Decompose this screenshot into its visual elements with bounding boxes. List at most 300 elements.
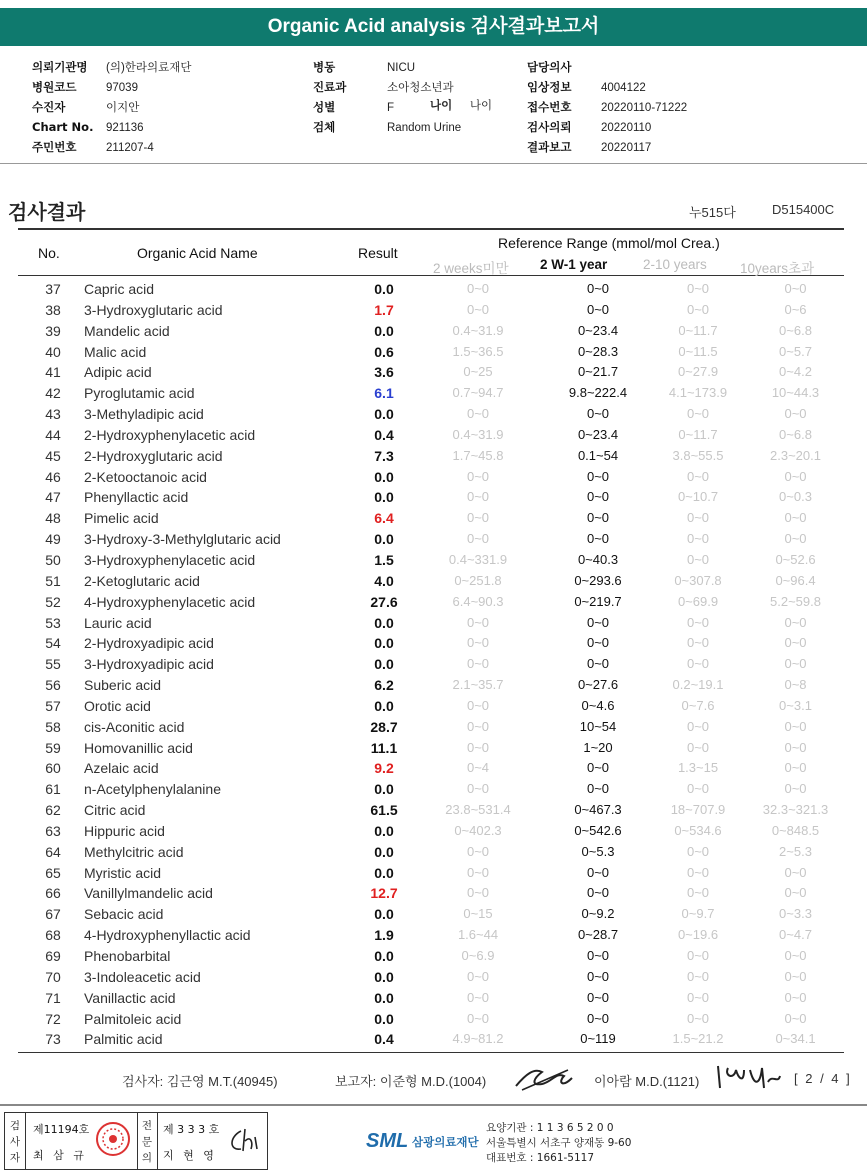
header-reference: Reference Range (mmol/mol Crea.) <box>498 235 720 251</box>
range-2w-1y: 0~0 <box>586 281 610 296</box>
examiner-signature: 검사자: 김근영 M.T.(40945) <box>122 1074 278 1089</box>
range-2w-1y: 0~0 <box>586 1010 610 1026</box>
range-under-2-weeks: 0~0 <box>466 968 490 984</box>
range-over-10y: 0~0 <box>784 885 807 901</box>
result-value: 0.0 <box>374 406 394 423</box>
info-value: 이지안 <box>106 102 140 114</box>
range-over-10y: 0~96.4 <box>775 572 816 588</box>
results-table-body <box>18 279 844 1050</box>
acid-name: n-Acetylphenylalanine <box>84 781 221 798</box>
range-2-10y: 0~0 <box>686 948 710 963</box>
table-bottom-rule <box>18 1052 844 1053</box>
range-under-2-weeks: 0~0 <box>466 468 490 484</box>
range-2-10y: 0~307.8 <box>674 572 722 588</box>
range-over-10y: 0~0 <box>784 531 807 547</box>
range-2-10y: 0~11.5 <box>678 343 718 359</box>
acid-name: Palmitoleic acid <box>84 1010 182 1027</box>
range-2w-1y: 0~23.4 <box>577 322 619 338</box>
row-number: 56 <box>45 677 61 694</box>
info-label: 진료과 <box>313 80 347 94</box>
result-value: 1.9 <box>374 927 394 944</box>
result-value: 1.5 <box>374 551 394 568</box>
row-number: 38 <box>45 301 61 318</box>
table-row <box>18 779 844 800</box>
range-under-2-weeks: 0~0 <box>466 635 490 651</box>
range-2-10y: 0~0 <box>686 968 710 984</box>
range-2-10y: 0~0 <box>686 510 710 526</box>
result-value: 7.3 <box>374 447 394 464</box>
row-number: 50 <box>45 551 61 568</box>
table-row <box>18 883 844 904</box>
reporter-signature-mark <box>512 1064 576 1094</box>
range-2w-1y: 0~0 <box>586 635 610 651</box>
header-range-1: 2 weeks미만 <box>433 261 509 276</box>
range-2-10y: 0~0 <box>686 885 710 901</box>
info-value: F <box>387 102 395 114</box>
info-column-1 <box>32 57 191 157</box>
result-value: 12.7 <box>370 885 398 902</box>
acid-name: 3-Indoleacetic acid <box>84 968 201 985</box>
table-row <box>18 675 844 696</box>
acid-name: Lauric acid <box>84 614 152 631</box>
range-under-2-weeks: 1.6~44 <box>457 927 499 943</box>
range-2w-1y: 0.1~54 <box>577 447 619 463</box>
sml-logo <box>366 1130 408 1153</box>
range-2w-1y: 0~293.6 <box>574 572 622 588</box>
acid-name: 3-Hydroxyglutaric acid <box>84 301 223 318</box>
row-number: 41 <box>45 364 61 381</box>
row-number: 58 <box>45 718 61 735</box>
row-number: 44 <box>45 426 61 443</box>
range-2-10y: 0~11.7 <box>678 426 718 442</box>
footer-phone: 대표번호 : 1661-5117 <box>486 1152 595 1164</box>
range-2-10y: 0~27.9 <box>677 364 719 380</box>
range-over-10y: 0~4.7 <box>779 927 812 943</box>
table-row <box>18 550 844 571</box>
vertical-label-char: 전 <box>141 1120 153 1132</box>
table-row <box>18 508 844 529</box>
range-2w-1y: 0~0 <box>586 406 610 422</box>
info-value: 소아청소년과 <box>387 82 454 94</box>
result-value: 6.2 <box>374 677 394 694</box>
result-value: 0.0 <box>374 322 394 339</box>
range-under-2-weeks: 1.7~45.8 <box>452 447 504 463</box>
result-value: 0.0 <box>374 635 394 652</box>
table-row <box>18 654 844 675</box>
info-row <box>32 137 191 157</box>
row-number: 53 <box>45 614 61 631</box>
result-value: 0.0 <box>374 614 394 631</box>
table-row <box>18 571 844 592</box>
range-under-2-weeks: 0~0 <box>466 489 490 505</box>
range-2-10y: 0~0 <box>686 843 710 859</box>
range-over-10y: 0~5.7 <box>779 343 812 359</box>
table-row <box>18 738 844 759</box>
info-row <box>32 77 191 97</box>
row-number: 73 <box>45 1031 61 1048</box>
table-row <box>18 758 844 779</box>
range-2-10y: 0~0 <box>686 468 710 484</box>
range-2w-1y: 0~0 <box>586 301 610 317</box>
range-under-2-weeks: 0~0 <box>466 843 490 859</box>
section-title: 검사결과 <box>8 200 86 224</box>
acid-name: Pyroglutamic acid <box>84 385 195 402</box>
range-over-10y: 2~5.3 <box>779 843 812 859</box>
range-over-10y: 0~3.1 <box>779 697 812 713</box>
acid-name: 2-Hydroxyadipic acid <box>84 635 214 652</box>
info-row <box>527 137 687 157</box>
table-row <box>18 800 844 821</box>
result-value: 0.0 <box>374 697 394 714</box>
range-over-10y: 0~34.1 <box>775 1031 816 1047</box>
row-number: 54 <box>45 635 61 652</box>
range-2w-1y: 0~28.3 <box>577 343 619 359</box>
signature-row <box>0 1068 867 1092</box>
range-2-10y: 0~11.7 <box>678 322 718 338</box>
range-over-10y: 5.2~59.8 <box>770 593 821 609</box>
table-row <box>18 529 844 550</box>
range-2-10y: 0~0 <box>686 301 710 317</box>
range-over-10y: 0~0 <box>784 781 807 797</box>
table-row <box>18 279 844 300</box>
row-number: 66 <box>45 885 61 902</box>
range-2-10y: 0~0 <box>686 781 710 797</box>
acid-name: Adipic acid <box>84 364 152 381</box>
stamp-divider-3 <box>157 1113 158 1169</box>
range-under-2-weeks: 0~0 <box>466 697 490 713</box>
doctor2-signature-mark <box>714 1062 784 1092</box>
range-over-10y: 0~0 <box>784 468 807 484</box>
range-2w-1y: 0~0 <box>586 489 610 505</box>
table-row <box>18 592 844 613</box>
footer-address: 서울특별시 서초구 양재동 9-60 <box>486 1137 632 1149</box>
range-under-2-weeks: 0.4~331.9 <box>448 551 508 567</box>
range-under-2-weeks: 0~0 <box>466 656 490 672</box>
table-row <box>18 946 844 967</box>
result-value: 0.4 <box>374 426 394 443</box>
range-over-10y: 0~0 <box>784 281 807 296</box>
range-over-10y: 0~0 <box>784 989 807 1005</box>
range-2-10y: 1.5~21.2 <box>672 1031 724 1047</box>
table-row <box>18 821 844 842</box>
row-number: 48 <box>45 510 61 527</box>
box-license-1: 제11194호 <box>33 1123 90 1136</box>
info-row <box>32 57 191 77</box>
range-2w-1y: 0~27.6 <box>577 677 619 693</box>
result-value: 6.1 <box>374 385 394 402</box>
row-number: 39 <box>45 322 61 339</box>
result-value: 0.0 <box>374 968 394 985</box>
range-under-2-weeks: 23.8~531.4 <box>445 802 511 818</box>
table-row <box>18 321 844 342</box>
acid-name: Capric acid <box>84 281 155 297</box>
acid-name: Palmitic acid <box>84 1031 163 1048</box>
range-2w-1y: 0~40.3 <box>577 551 619 567</box>
table-row <box>18 633 844 654</box>
info-value: 4004122 <box>601 82 646 94</box>
range-2w-1y: 0~0 <box>586 989 610 1005</box>
range-2-10y: 0.2~19.1 <box>672 677 724 693</box>
info-row <box>527 117 687 137</box>
range-over-10y: 10~44.3 <box>771 385 820 401</box>
table-row <box>18 487 844 508</box>
range-under-2-weeks: 6.4~90.3 <box>452 593 504 609</box>
range-2-10y: 0~19.6 <box>677 927 719 943</box>
report-code-2: D515400C <box>772 202 835 217</box>
table-row <box>18 613 844 634</box>
table-row <box>18 904 844 925</box>
range-2-10y: 0~0 <box>686 635 710 651</box>
logo-organization-name: 삼광의료재단 <box>412 1135 479 1149</box>
range-under-2-weeks: 0~0 <box>466 989 490 1005</box>
info-row <box>527 57 687 77</box>
range-over-10y: 32.3~321.3 <box>762 802 829 818</box>
range-under-2-weeks: 0~0 <box>466 781 490 797</box>
info-label: 수진자 <box>32 100 66 114</box>
range-over-10y: 0~0 <box>784 968 807 984</box>
table-row <box>18 842 844 863</box>
info-value: 211207-4 <box>106 142 154 154</box>
range-2w-1y: 0~0 <box>586 781 610 797</box>
box-name-2: 지 현 영 <box>163 1149 217 1162</box>
range-under-2-weeks: 0~15 <box>463 906 493 922</box>
row-number: 64 <box>45 843 61 860</box>
range-under-2-weeks: 0~6.9 <box>461 948 495 963</box>
range-2w-1y: 9.8~222.4 <box>568 385 628 401</box>
doctor2-signature: 이아람 M.D.(1121) <box>594 1074 700 1089</box>
acid-name: Mandelic acid <box>84 322 170 339</box>
acid-name: Phenobarbital <box>84 948 171 964</box>
header-name: Organic Acid Name <box>137 245 258 261</box>
info-row <box>313 57 461 77</box>
range-under-2-weeks: 0~402.3 <box>454 822 502 838</box>
info-label: 병원코드 <box>32 80 77 94</box>
range-over-10y: 0~0 <box>784 635 807 651</box>
row-number: 55 <box>45 656 61 673</box>
vertical-label-char: 자 <box>9 1152 21 1164</box>
range-2w-1y: 0~0 <box>586 656 610 672</box>
result-value: 61.5 <box>370 802 398 819</box>
range-2-10y: 0~9.7 <box>681 906 715 922</box>
range-2w-1y: 0~0 <box>586 885 610 901</box>
range-over-10y: 0~0 <box>784 656 807 672</box>
range-over-10y: 0~52.6 <box>775 551 816 567</box>
acid-name: 3-Methyladipic acid <box>84 406 204 423</box>
info-row <box>527 97 687 117</box>
table-row <box>18 967 844 988</box>
range-over-10y: 0~848.5 <box>771 822 820 838</box>
range-2w-1y: 0~0 <box>586 968 610 984</box>
acid-name: 3-Hydroxyphenylacetic acid <box>84 551 256 568</box>
info-label: 성별 <box>313 100 336 114</box>
vertical-label-char: 사 <box>9 1136 21 1148</box>
acid-name: Vanillactic acid <box>84 989 176 1006</box>
range-2-10y: 0~0 <box>686 718 710 734</box>
result-value: 0.0 <box>374 864 394 881</box>
range-2w-1y: 0~0 <box>586 760 610 776</box>
result-value: 0.0 <box>374 489 394 506</box>
info-label: 검사의뢰 <box>527 120 572 134</box>
range-2-10y: 0~7.6 <box>681 697 715 713</box>
box-name-1: 최 삼 규 <box>33 1149 87 1162</box>
info-value: Random Urine <box>387 122 462 134</box>
info-row <box>32 117 191 137</box>
footer-institution-code: 요양기관 : 1 1 3 6 5 2 0 0 <box>486 1122 614 1134</box>
range-2w-1y: 0~28.7 <box>577 927 619 943</box>
info-label: 임상정보 <box>527 80 572 94</box>
certification-stamp-box <box>4 1112 268 1170</box>
info-label: Chart No. <box>32 120 94 134</box>
range-2w-1y: 0~0 <box>586 864 610 880</box>
range-under-2-weeks: 0~0 <box>466 1010 490 1026</box>
range-under-2-weeks: 0~25 <box>463 364 493 380</box>
result-value: 0.0 <box>374 948 394 964</box>
range-2-10y: 0~0 <box>686 656 710 672</box>
stamp-divider-1 <box>25 1113 26 1169</box>
range-2-10y: 0~0 <box>686 551 710 567</box>
reporter-signature: 보고자: 이준형 M.D.(1004) <box>335 1074 487 1089</box>
result-value: 1.7 <box>374 301 394 318</box>
row-number: 40 <box>45 343 61 360</box>
row-number: 46 <box>45 468 61 485</box>
acid-name: Azelaic acid <box>84 760 159 777</box>
range-over-10y: 0~0 <box>784 406 807 422</box>
range-under-2-weeks: 0.4~31.9 <box>452 322 504 338</box>
row-number: 67 <box>45 906 61 923</box>
range-over-10y: 0~0 <box>784 510 807 526</box>
range-2-10y: 0~0 <box>686 531 710 547</box>
info-row <box>313 77 461 97</box>
range-2w-1y: 0~5.3 <box>581 843 615 859</box>
range-under-2-weeks: 2.1~35.7 <box>452 677 504 693</box>
row-number: 45 <box>45 447 61 464</box>
table-row <box>18 988 844 1009</box>
age-label: 나이 <box>430 98 453 112</box>
acid-name: cis-Aconitic acid <box>84 718 185 735</box>
range-over-10y: 2.3~20.1 <box>770 447 821 463</box>
range-2w-1y: 0~0 <box>586 531 610 547</box>
result-value: 27.6 <box>370 593 398 610</box>
logo-sml-text: SML <box>366 1130 409 1152</box>
result-value: 0.0 <box>374 822 394 839</box>
range-over-10y: 0~0 <box>784 864 807 880</box>
result-value: 0.0 <box>374 656 394 673</box>
info-row <box>527 77 687 97</box>
vertical-label-char: 문 <box>141 1136 153 1148</box>
range-over-10y: 0~6.8 <box>779 322 812 338</box>
range-under-2-weeks: 0~0 <box>466 885 490 901</box>
table-header <box>18 228 844 276</box>
range-over-10y: 0~8 <box>784 677 807 693</box>
seal-stamp-icon <box>95 1121 131 1157</box>
range-2-10y: 4.1~173.9 <box>668 385 728 401</box>
row-number: 52 <box>45 593 61 610</box>
acid-name: 2-Hydroxyphenylacetic acid <box>84 426 256 443</box>
row-number: 70 <box>45 968 61 985</box>
range-2w-1y: 0~0 <box>586 614 610 630</box>
range-2w-1y: 0~467.3 <box>574 802 622 818</box>
range-2-10y: 0~0 <box>686 864 710 880</box>
info-row <box>313 117 461 137</box>
row-number: 71 <box>45 989 61 1006</box>
row-number: 63 <box>45 822 61 839</box>
table-row <box>18 362 844 383</box>
info-value: NICU <box>387 62 416 74</box>
table-row <box>18 446 844 467</box>
acid-name: Citric acid <box>84 802 146 819</box>
result-value: 6.4 <box>374 510 394 527</box>
range-2-10y: 0~0 <box>686 989 710 1005</box>
table-row <box>18 696 844 717</box>
range-under-2-weeks: 0~0 <box>466 281 490 296</box>
range-under-2-weeks: 0.4~31.9 <box>452 426 504 442</box>
range-under-2-weeks: 0.7~94.7 <box>452 385 504 401</box>
result-value: 0.0 <box>374 781 394 798</box>
range-over-10y: 0~0 <box>784 718 807 734</box>
patient-info-panel <box>0 53 867 163</box>
result-value: 0.0 <box>374 281 394 297</box>
header-range-3: 2-10 years <box>643 257 707 272</box>
vertical-label-char: 의 <box>141 1152 153 1164</box>
age-field <box>430 97 492 113</box>
range-over-10y: 0~0 <box>784 948 807 963</box>
range-2w-1y: 0~542.6 <box>574 822 622 838</box>
table-row <box>18 1009 844 1030</box>
range-2-10y: 1.3~15 <box>677 760 719 776</box>
info-column-3 <box>527 57 687 157</box>
range-under-2-weeks: 0~0 <box>466 406 490 422</box>
acid-name: 3-Hydroxy-3-Methylglutaric acid <box>84 531 281 548</box>
range-2-10y: 0~69.9 <box>677 593 719 609</box>
box-license-2: 제 3 3 3 호 <box>163 1123 220 1136</box>
info-value: 20220110 <box>601 122 652 134</box>
range-2-10y: 0~0 <box>686 1010 710 1026</box>
range-over-10y: 0~0.3 <box>779 489 812 505</box>
acid-name: Orotic acid <box>84 697 151 714</box>
acid-name: Suberic acid <box>84 677 162 694</box>
acid-name: 4-Hydroxyphenylacetic acid <box>84 593 256 610</box>
specialist-signature-mark <box>227 1127 263 1155</box>
range-2w-1y: 0~219.7 <box>574 593 622 609</box>
range-2-10y: 0~0 <box>686 281 710 296</box>
result-value: 0.0 <box>374 1010 394 1027</box>
acid-name: Phenyllactic acid <box>84 489 189 506</box>
footer-divider <box>0 1104 867 1106</box>
row-number: 72 <box>45 1010 61 1027</box>
row-number: 68 <box>45 927 61 944</box>
acid-name: 2-Ketoglutaric acid <box>84 572 200 589</box>
info-row <box>32 97 191 117</box>
range-2w-1y: 0~119 <box>580 1031 616 1047</box>
acid-name: 3-Hydroxyadipic acid <box>84 656 214 673</box>
result-value: 0.0 <box>374 989 394 1006</box>
range-2-10y: 0~534.6 <box>674 822 722 838</box>
row-number: 60 <box>45 760 61 777</box>
range-over-10y: 0~0 <box>784 760 807 776</box>
vertical-label-char: 검 <box>9 1120 21 1132</box>
result-value: 11.1 <box>370 739 398 756</box>
range-over-10y: 0~3.3 <box>779 906 812 922</box>
acid-name: 4-Hydroxyphenyllactic acid <box>84 927 251 944</box>
table-row <box>18 467 844 488</box>
result-value: 9.2 <box>374 760 394 777</box>
row-number: 42 <box>45 385 61 402</box>
table-row <box>18 1029 844 1050</box>
page-number: [ 2 / 4 ] <box>794 1071 852 1086</box>
result-value: 0.0 <box>374 531 394 548</box>
result-value: 0.0 <box>374 906 394 923</box>
row-number: 51 <box>45 572 61 589</box>
